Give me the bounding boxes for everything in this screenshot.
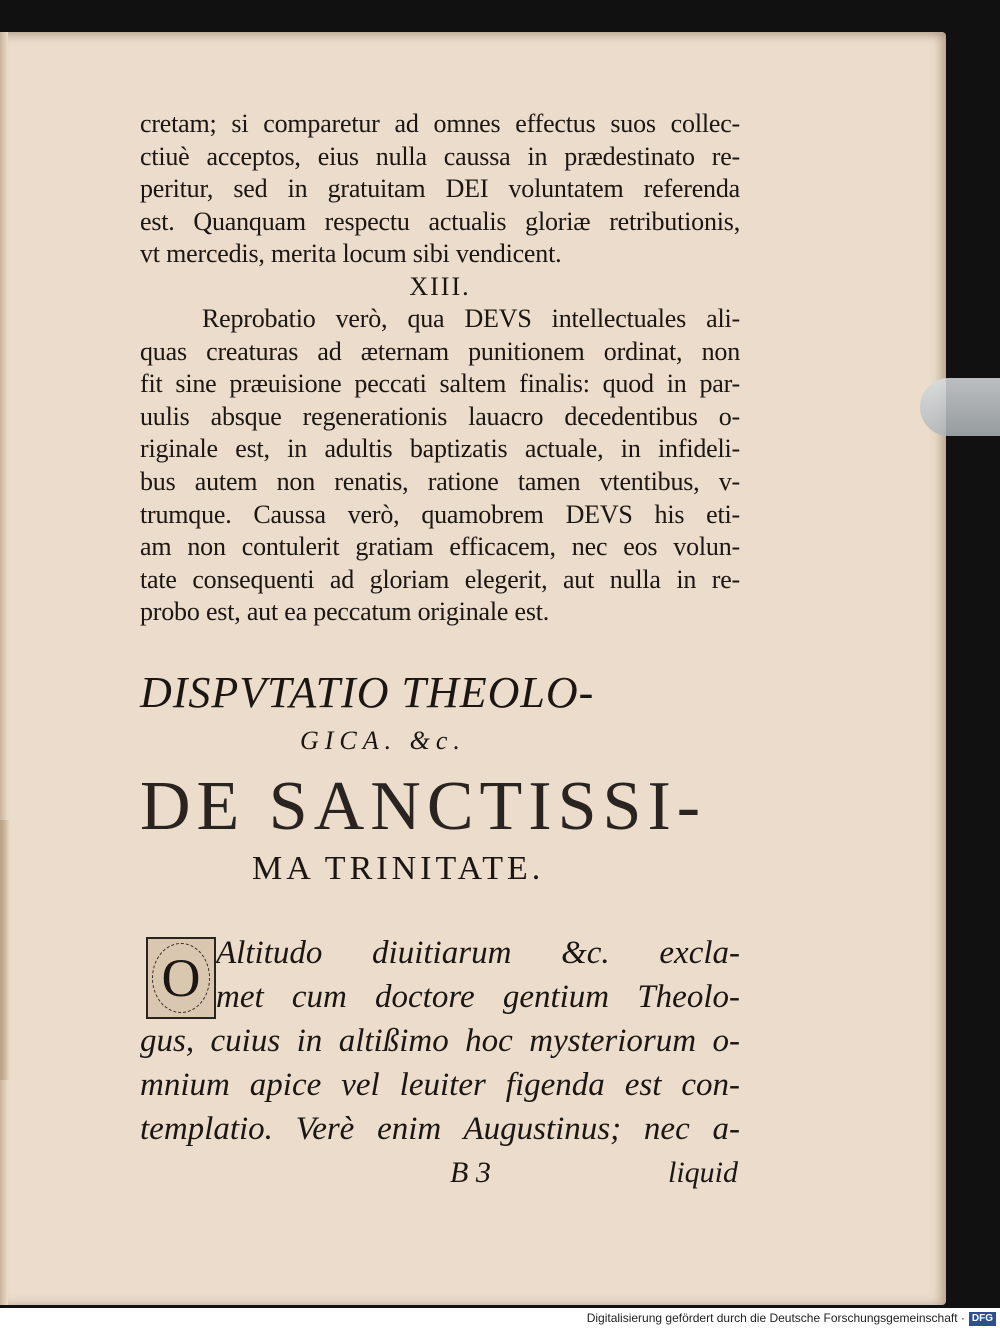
- italic-line: gus, cuius in altißimo hoc mysteriorum o-: [140, 1022, 740, 1059]
- main-title: DE SANCTISSI-: [140, 767, 707, 845]
- section-line: uulis absque regenerationis lauacro decedentibus o-: [140, 401, 740, 431]
- section-number: XIII.: [409, 271, 471, 301]
- section-line: probo est, aut ea peccatum originale est.: [140, 597, 550, 627]
- disputatio-title: DISPVTATIO THEOLO-: [140, 667, 595, 717]
- italic-line: mnium apice vel leuiter figenda est con-: [140, 1066, 740, 1103]
- page-text: [140, 108, 740, 1193]
- page-marker-tab: [920, 378, 1000, 436]
- disputatio-title-continued: GICA. &c.: [300, 725, 466, 755]
- body-line: peritur, sed in gratuitam DEI voluntatem referenda: [140, 174, 740, 204]
- signature-mark: B 3: [450, 1155, 491, 1189]
- section-line: fit sine præuisione peccati saltem finalis: quod in par-: [140, 369, 740, 399]
- dfg-logo: DFG: [969, 1312, 996, 1326]
- main-title-continued: MA TRINITATE.: [252, 849, 545, 887]
- funding-footer: [0, 1308, 1000, 1328]
- italic-line: met cum doctore gentium Theolo-: [216, 978, 740, 1015]
- decorated-initial-letter: O: [146, 937, 216, 1019]
- section-line: bus autem non renatis, ratione tamen vtentibus, v-: [140, 466, 740, 496]
- funding-text: Digitalisierung gefördert durch die Deutsche Forschungsgemeinschaft ·: [586, 1311, 965, 1325]
- body-line: cretam; si comparetur ad omnes effectus suos collec-: [140, 109, 740, 138]
- italic-line: Altitudo diuitiarum &c. excla-: [216, 934, 740, 971]
- section-line: quas creaturas ad æternam punitionem ordinat, non: [140, 336, 740, 366]
- page-foot: [140, 1153, 740, 1193]
- catchword: liquid: [667, 1155, 738, 1189]
- body-line: est. Quanquam respectu actualis gloriæ retributionis,: [140, 206, 740, 236]
- italic-paragraph: [140, 931, 740, 1151]
- section-line: trumque. Caussa verò, quamobrem DEVS his eti-: [140, 499, 740, 529]
- body-line: vt mercedis, merita locum sibi vendicent.: [140, 239, 562, 269]
- page-left-edge: [0, 32, 8, 1305]
- section-line: tate consequenti ad gloriam elegerit, aut nulla in re-: [140, 564, 740, 594]
- section-line: riginale est, in adultis baptizatis actuale, in infideli-: [140, 434, 740, 464]
- section-line: Reprobatio verò, qua DEVS intellectuales ali-: [202, 303, 740, 333]
- page-edge-stain: [0, 820, 10, 1080]
- italic-line: templatio. Verè enim Augustinus; nec a-: [140, 1110, 740, 1147]
- body-line: ctiuè acceptos, eius nulla caussa in prædestinato re-: [140, 141, 740, 171]
- section-line: am non contulerit gratiam efficacem, nec eos volun-: [140, 532, 740, 562]
